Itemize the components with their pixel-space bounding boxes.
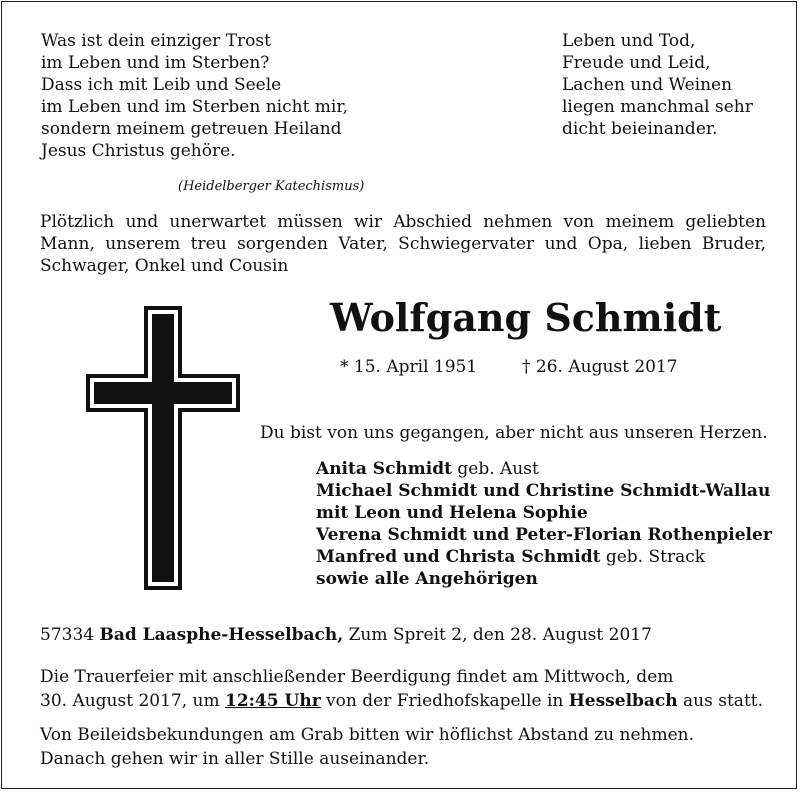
- address-rest: Zum Spreit 2, den 28. August 2017: [343, 625, 652, 645]
- intro-line: Schwager, Onkel und Cousin: [40, 256, 289, 276]
- address-zip: 57334: [40, 625, 100, 645]
- address-city: Bad Laasphe-Hesselbach,: [99, 625, 344, 645]
- verse-left-line: Jesus Christus gehöre.: [41, 141, 236, 161]
- verse-right-line: dicht beieinander.: [562, 119, 718, 139]
- intro-line: Mann, unserem treu sorgenden Vater, Schwiegervater und Opa, lieben Bruder,: [40, 234, 766, 254]
- mourners-list: [316, 458, 772, 590]
- verse-right-line: Leben und Tod,: [562, 31, 696, 51]
- verse-left-line: im Leben und im Sterben nicht mir,: [41, 97, 349, 117]
- closing-line-2: Danach gehen wir in aller Stille auseinander.: [40, 749, 430, 769]
- closing-line-1: Von Beileidsbekundungen am Grab bitten wir höflichst Abstand zu nehmen.: [40, 725, 695, 745]
- funeral-place: Hesselbach: [568, 691, 678, 711]
- latin-cross-icon: [83, 304, 243, 594]
- verse-left-line: sondern meinem getreuen Heiland: [41, 119, 342, 139]
- mourner-line: Verena Schmidt und Peter-Florian Rothenpieler: [316, 525, 772, 545]
- birth-date: * 15. April 1951: [340, 357, 478, 377]
- mourner-line: Michael Schmidt und Christine Schmidt-Wallau: [316, 481, 771, 501]
- verse-left: [41, 30, 348, 162]
- intro-paragraph: [40, 211, 766, 277]
- address-line: [40, 624, 652, 646]
- verse-left-line: Dass ich mit Leib und Seele: [41, 75, 282, 95]
- farewell-quote: Du bist von uns gegangen, aber nicht aus unseren Herzen.: [260, 423, 768, 443]
- funeral-line-1: Die Trauerfeier mit anschließender Beerdigung findet am Mittwoch, dem: [40, 667, 674, 687]
- funeral-time: 12:45 Uhr: [225, 691, 321, 711]
- mourner-line: mit Leon und Helena Sophie: [316, 503, 588, 523]
- intro-line: Plötzlich und unerwartet müssen wir Abschied nehmen von meinem geliebten: [40, 212, 766, 232]
- deceased-name: Wolfgang Schmidt: [330, 295, 722, 340]
- verse-right-line: liegen manchmal sehr: [562, 97, 753, 117]
- verse-left-line: Was ist dein einziger Trost: [41, 31, 271, 51]
- mourner-line: sowie alle Angehörigen: [316, 569, 538, 589]
- verse-right: [562, 30, 753, 140]
- funeral-line-2: 30. August 2017, um 12:45 Uhr von der Friedhofskapelle in Hesselbach aus statt.: [40, 691, 764, 711]
- mourner-line: Manfred und Christa Schmidt geb. Strack: [316, 547, 706, 567]
- death-date: † 26. August 2017: [522, 357, 678, 377]
- verse-source: (Heidelberger Katechismus): [178, 179, 365, 194]
- verse-left-line: im Leben und im Sterben?: [41, 53, 270, 73]
- mourner-line: Anita Schmidt geb. Aust: [316, 459, 539, 479]
- verse-right-line: Freude und Leid,: [562, 53, 711, 73]
- verse-right-line: Lachen und Weinen: [562, 75, 733, 95]
